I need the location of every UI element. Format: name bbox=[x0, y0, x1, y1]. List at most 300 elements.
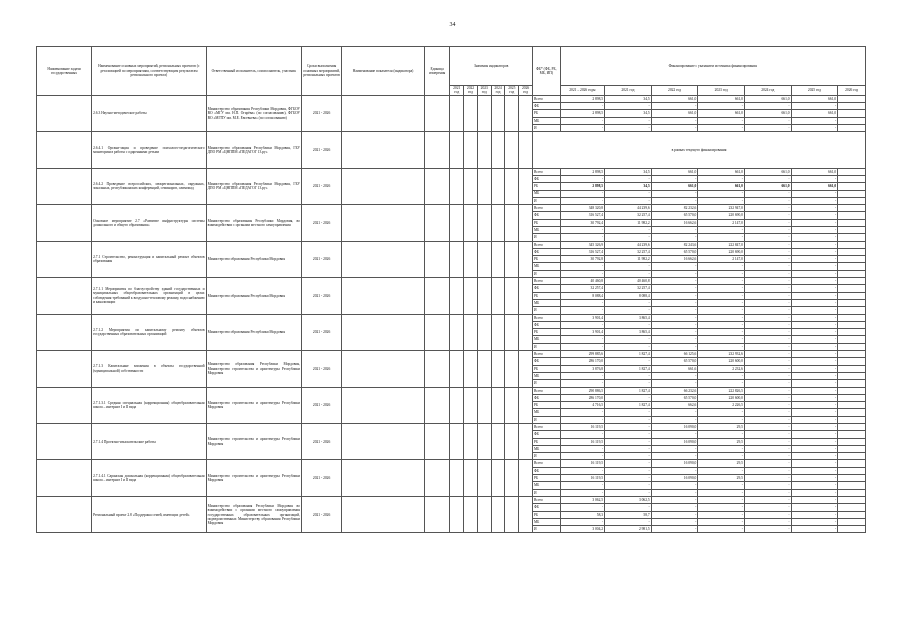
header-target-year: 2021 год bbox=[450, 86, 464, 96]
finance-value-cell: 8 088,4 bbox=[605, 292, 652, 299]
finance-value-cell: 661,0 bbox=[651, 168, 698, 175]
source-cell: РБ bbox=[533, 256, 561, 263]
finance-value-cell: - bbox=[605, 124, 652, 131]
finance-value-cell bbox=[838, 460, 866, 467]
target-value-cell bbox=[519, 424, 533, 460]
finance-value-cell bbox=[838, 402, 866, 409]
task-cell bbox=[37, 168, 92, 204]
finance-value-cell: - bbox=[791, 467, 838, 474]
finance-value-cell: - bbox=[744, 475, 791, 482]
event-cell: 2.6.4.2 Проведение всероссийских, межрегиональных, окружных, зональных, республиканских конференций, семинаров, олимпиад bbox=[92, 168, 206, 204]
task-cell bbox=[37, 387, 92, 423]
finance-value-cell bbox=[838, 445, 866, 452]
finance-value-cell: - bbox=[651, 263, 698, 270]
finance-value-cell: - bbox=[698, 321, 745, 328]
finance-value-cell: - bbox=[560, 197, 605, 204]
target-value-cell bbox=[505, 95, 519, 131]
header-finance-year: 2024 год bbox=[744, 86, 791, 96]
finance-value-cell: - bbox=[698, 124, 745, 131]
target-value-cell bbox=[505, 424, 519, 460]
finance-value-cell: - bbox=[605, 175, 652, 182]
unit-cell bbox=[424, 205, 449, 241]
finance-value-cell: 299 885,6 bbox=[560, 351, 605, 358]
finance-value-cell: 220 690,0 bbox=[698, 248, 745, 255]
source-cell: Всего bbox=[533, 351, 561, 358]
finance-value-cell: - bbox=[651, 453, 698, 460]
source-cell: РБ bbox=[533, 511, 561, 518]
source-cell: Всего bbox=[533, 241, 561, 248]
responsible-cell: Министерство образования Республики Мордовия во взаимодействии с органами местного самоуправления государственных образовательных организаций, подведомственных Министерству образования Республики Мордовия bbox=[206, 496, 301, 532]
target-value-cell bbox=[491, 424, 505, 460]
finance-value-cell: - bbox=[744, 394, 791, 401]
target-value-cell bbox=[505, 460, 519, 496]
finance-value-cell bbox=[838, 124, 866, 131]
source-cell: Всего bbox=[533, 205, 561, 212]
source-cell: ФБ bbox=[533, 102, 561, 109]
finance-value-cell: - bbox=[744, 438, 791, 445]
finance-value-cell: 16 090,0 bbox=[651, 438, 698, 445]
responsible-cell: Министерство строительства и архитектуры Республики Мордовия bbox=[206, 460, 301, 496]
period-cell: 2021 - 2026 bbox=[301, 95, 341, 131]
finance-value-cell bbox=[838, 394, 866, 401]
finance-value-cell: - bbox=[744, 226, 791, 233]
finance-value-cell: - bbox=[605, 226, 652, 233]
finance-value-cell bbox=[838, 102, 866, 109]
task-cell bbox=[37, 205, 92, 241]
finance-value-cell: 2 226,5 bbox=[698, 402, 745, 409]
finance-value-cell: - bbox=[791, 278, 838, 285]
source-cell: РБ bbox=[533, 475, 561, 482]
finance-value-cell: 32 257,4 bbox=[560, 285, 605, 292]
indicator-cell bbox=[342, 424, 425, 460]
finance-value-cell: 66 125,6 bbox=[651, 351, 698, 358]
source-cell: МБ bbox=[533, 226, 561, 233]
finance-value-cell: - bbox=[744, 526, 791, 533]
target-value-cell bbox=[505, 132, 519, 169]
finance-value-cell: 661,0 bbox=[791, 168, 838, 175]
finance-value-cell: - bbox=[744, 343, 791, 350]
unit-cell bbox=[424, 95, 449, 131]
target-value-cell bbox=[450, 387, 464, 423]
header-finance-year: 2025 год bbox=[791, 86, 838, 96]
finance-value-cell: - bbox=[651, 496, 698, 503]
finance-value-cell: - bbox=[791, 175, 838, 182]
source-cell: И bbox=[533, 343, 561, 350]
finance-value-cell: 348 320,8 bbox=[560, 205, 605, 212]
event-cell: 2.7.1.3 Капитальные вложения в объекты государственной (муниципальной) собственности bbox=[92, 351, 206, 387]
source-cell: РБ bbox=[533, 438, 561, 445]
finance-value-cell: - bbox=[744, 270, 791, 277]
source-cell: МБ bbox=[533, 299, 561, 306]
finance-value-cell: 16 090,0 bbox=[651, 424, 698, 431]
finance-value-cell bbox=[838, 496, 866, 503]
finance-value-cell: 16 662,6 bbox=[651, 256, 698, 263]
finance-value-cell: - bbox=[698, 307, 745, 314]
target-value-cell bbox=[464, 387, 478, 423]
finance-value-cell: - bbox=[605, 380, 652, 387]
header-target-year: 2023 год bbox=[477, 86, 491, 96]
finance-value-cell: - bbox=[791, 226, 838, 233]
source-cell: РБ bbox=[533, 183, 561, 190]
finance-value-cell: - bbox=[651, 314, 698, 321]
finance-value-cell: - bbox=[791, 285, 838, 292]
finance-value-cell bbox=[838, 175, 866, 182]
target-value-cell bbox=[519, 241, 533, 277]
finance-value-cell: - bbox=[791, 518, 838, 525]
finance-value-cell: - bbox=[791, 270, 838, 277]
finance-value-cell bbox=[838, 431, 866, 438]
source-cell: ФБ bbox=[533, 431, 561, 438]
finance-value-cell: 232 932,6 bbox=[698, 351, 745, 358]
finance-value-cell: 661,6 bbox=[651, 365, 698, 372]
finance-value-cell: 16 119,5 bbox=[560, 424, 605, 431]
finance-value-cell bbox=[838, 343, 866, 350]
finance-value-cell: 29,5 bbox=[698, 460, 745, 467]
source-cell: МБ bbox=[533, 117, 561, 124]
source-cell: И bbox=[533, 307, 561, 314]
finance-value-cell bbox=[838, 511, 866, 518]
finance-value-cell bbox=[838, 292, 866, 299]
finance-value-cell: - bbox=[560, 270, 605, 277]
finance-value-cell: - bbox=[744, 358, 791, 365]
finance-value-cell: - bbox=[605, 372, 652, 379]
finance-value-cell: 661,0 bbox=[651, 110, 698, 117]
finance-value-cell: 661,0 bbox=[744, 183, 791, 190]
source-cell: Всего bbox=[533, 387, 561, 394]
finance-value-cell bbox=[838, 489, 866, 496]
finance-value-cell: - bbox=[744, 431, 791, 438]
target-value-cell bbox=[464, 314, 478, 350]
finance-value-cell: - bbox=[698, 416, 745, 423]
target-value-cell bbox=[491, 168, 505, 204]
source-cell: МБ bbox=[533, 372, 561, 379]
event-cell: Основное мероприятие 2.7 «Развитие инфраструктуры системы дошкольного и общего образования» bbox=[92, 205, 206, 241]
finance-value-cell: - bbox=[791, 380, 838, 387]
indicator-cell bbox=[342, 132, 425, 169]
responsible-cell: Министерство образования Республики Мордовия bbox=[206, 241, 301, 277]
finance-value-cell bbox=[838, 314, 866, 321]
finance-value-cell: 16 090,0 bbox=[651, 475, 698, 482]
finance-value-cell: 82 232,6 bbox=[651, 205, 698, 212]
responsible-cell: Министерство образования Республики Мордовия, Министерство строительства и архитектуры Республики Мордовия bbox=[206, 351, 301, 387]
event-cell: 2.7.1.3.1 Средняя специальная (коррекционная) общеобразовательная школа – интернат I и II вида bbox=[92, 387, 206, 423]
finance-value-cell: - bbox=[791, 453, 838, 460]
finance-value-cell: 286 170,0 bbox=[560, 394, 605, 401]
target-value-cell bbox=[519, 496, 533, 532]
responsible-cell: Министерство строительства и архитектуры Республики Мордовия bbox=[206, 387, 301, 423]
finance-value-cell: - bbox=[791, 475, 838, 482]
period-cell: 2021 - 2026 bbox=[301, 496, 341, 532]
finance-value-cell bbox=[838, 424, 866, 431]
finance-value-cell: 661,0 bbox=[791, 183, 838, 190]
responsible-cell: Министерство образования Республики Мордовия bbox=[206, 278, 301, 314]
finance-value-cell: - bbox=[791, 263, 838, 270]
source-cell: МБ bbox=[533, 190, 561, 197]
unit-cell bbox=[424, 278, 449, 314]
finance-value-cell: - bbox=[560, 380, 605, 387]
header-task-name: Наименование задачи государственных bbox=[37, 47, 92, 96]
finance-value-cell: - bbox=[744, 467, 791, 474]
finance-value-cell: 1 827,4 bbox=[605, 351, 652, 358]
source-cell: И bbox=[533, 526, 561, 533]
period-cell: 2021 - 2026 bbox=[301, 278, 341, 314]
finance-value-cell: - bbox=[698, 270, 745, 277]
finance-value-cell: - bbox=[698, 117, 745, 124]
finance-value-cell: - bbox=[791, 372, 838, 379]
finance-value-cell: - bbox=[560, 504, 605, 511]
finance-value-cell: - bbox=[651, 321, 698, 328]
target-value-cell bbox=[505, 205, 519, 241]
finance-value-cell: - bbox=[605, 321, 652, 328]
finance-value-cell: - bbox=[560, 307, 605, 314]
finance-value-cell: 661,0 bbox=[744, 168, 791, 175]
period-cell: 2021 - 2026 bbox=[301, 314, 341, 350]
finance-value-cell bbox=[838, 263, 866, 270]
finance-value-cell: 2 232,6 bbox=[698, 365, 745, 372]
finance-value-cell: - bbox=[744, 256, 791, 263]
finance-value-cell bbox=[838, 351, 866, 358]
finance-value-cell: - bbox=[744, 285, 791, 292]
table-row bbox=[37, 351, 866, 358]
finance-value-cell: - bbox=[605, 394, 652, 401]
finance-value-cell: - bbox=[744, 460, 791, 467]
target-value-cell bbox=[464, 241, 478, 277]
finance-value-cell: - bbox=[698, 278, 745, 285]
source-cell: МБ bbox=[533, 482, 561, 489]
target-value-cell bbox=[505, 387, 519, 423]
finance-value-cell: 1 827,4 bbox=[605, 387, 652, 394]
finance-value-cell: - bbox=[605, 453, 652, 460]
table-row bbox=[37, 95, 866, 102]
finance-value-cell: - bbox=[698, 226, 745, 233]
finance-value-cell: - bbox=[651, 285, 698, 292]
finance-value-cell: - bbox=[744, 409, 791, 416]
finance-value-cell: - bbox=[560, 336, 605, 343]
finance-value-cell: 2 898,5 bbox=[560, 183, 605, 190]
finance-value-cell: - bbox=[605, 482, 652, 489]
finance-value-cell bbox=[838, 270, 866, 277]
finance-value-cell: - bbox=[560, 190, 605, 197]
header-indicator: Наименование показателя (индикатора) bbox=[342, 47, 425, 96]
finance-value-cell: - bbox=[605, 234, 652, 241]
unit-cell bbox=[424, 387, 449, 423]
target-value-cell bbox=[491, 132, 505, 169]
finance-value-cell: - bbox=[698, 504, 745, 511]
finance-value-cell: - bbox=[744, 212, 791, 219]
page-number: 34 bbox=[449, 22, 456, 28]
finance-value-cell: - bbox=[791, 358, 838, 365]
finance-value-cell: - bbox=[651, 307, 698, 314]
finance-value-cell bbox=[838, 336, 866, 343]
finance-value-cell bbox=[838, 219, 866, 226]
finance-value-cell: - bbox=[605, 475, 652, 482]
finance-value-cell: 2 898,5 bbox=[560, 168, 605, 175]
target-value-cell bbox=[464, 351, 478, 387]
target-value-cell bbox=[491, 205, 505, 241]
finance-value-cell: - bbox=[744, 489, 791, 496]
source-cell: МБ bbox=[533, 445, 561, 452]
finance-value-cell: 82 243,6 bbox=[651, 241, 698, 248]
finance-value-cell: - bbox=[791, 511, 838, 518]
finance-value-cell bbox=[838, 299, 866, 306]
finance-value-cell: - bbox=[651, 102, 698, 109]
finance-value-cell: 2 981,5 bbox=[605, 526, 652, 533]
finance-value-cell: - bbox=[560, 263, 605, 270]
finance-value-cell: - bbox=[698, 380, 745, 387]
finance-value-cell: 316 527,4 bbox=[560, 212, 605, 219]
finance-value-cell: 32 257,4 bbox=[605, 212, 652, 219]
task-cell bbox=[37, 314, 92, 350]
target-value-cell bbox=[464, 460, 478, 496]
period-cell: 2021 - 2026 bbox=[301, 241, 341, 277]
finance-value-cell: 661,0 bbox=[744, 95, 791, 102]
finance-value-cell bbox=[838, 365, 866, 372]
finance-value-cell: - bbox=[605, 336, 652, 343]
finance-value-cell: - bbox=[651, 380, 698, 387]
event-cell: 2.6.4.1 Органи-зация и проведение психолого-педагогического мониторинга работы с одаренными детьми bbox=[92, 132, 206, 169]
finance-value-cell: - bbox=[698, 372, 745, 379]
finance-value-cell: - bbox=[651, 190, 698, 197]
finance-value-cell: - bbox=[560, 343, 605, 350]
finance-value-cell: - bbox=[698, 526, 745, 533]
target-value-cell bbox=[477, 387, 491, 423]
target-value-cell bbox=[450, 278, 464, 314]
target-value-cell bbox=[505, 168, 519, 204]
finance-value-cell: - bbox=[698, 453, 745, 460]
finance-value-cell bbox=[838, 212, 866, 219]
task-cell bbox=[37, 460, 92, 496]
event-cell: 2.7.1 Строительство, реконструкция и капитальный ремонт объектов образования bbox=[92, 241, 206, 277]
period-cell: 2021 - 2026 bbox=[301, 351, 341, 387]
finance-value-cell: - bbox=[698, 489, 745, 496]
responsible-cell: Министерство образования Республики Мордовия, ГБУ ДПО РМ «ЦНППМ «ПЕДАГОГ 13.ру» bbox=[206, 132, 301, 169]
finance-value-cell: - bbox=[791, 307, 838, 314]
finance-value-cell: 34,5 bbox=[605, 183, 652, 190]
target-value-cell bbox=[464, 132, 478, 169]
finance-value-cell: - bbox=[605, 263, 652, 270]
header-unit: Единица измерения bbox=[424, 47, 449, 96]
target-value-cell bbox=[450, 460, 464, 496]
finance-value-cell: 40 460,8 bbox=[560, 278, 605, 285]
header-finance-year: 2023 год bbox=[698, 86, 745, 96]
finance-value-cell: - bbox=[698, 511, 745, 518]
table-row bbox=[37, 387, 866, 394]
source-cell: ФБ bbox=[533, 175, 561, 182]
finance-value-cell: - bbox=[791, 212, 838, 219]
finance-value-cell: - bbox=[744, 321, 791, 328]
finance-value-cell: 222 826,5 bbox=[698, 387, 745, 394]
finance-value-cell: 65 570,0 bbox=[651, 212, 698, 219]
finance-value-cell: - bbox=[791, 190, 838, 197]
target-value-cell bbox=[519, 278, 533, 314]
finance-value-cell: - bbox=[698, 431, 745, 438]
finance-value-cell: - bbox=[744, 299, 791, 306]
source-cell: РБ bbox=[533, 329, 561, 336]
event-cell: Региональный проект 2.8 «Поддержка семей, имеющих детей» bbox=[92, 496, 206, 532]
responsible-cell: Министерство образования Республики Мордовия, ФГБОУ ВО «МГУ им. Н.П. Огарёва» (по согласованию), ФГБОУ ВО «МГПУ им. М.Е. Евсевьева» (по согласованию) bbox=[206, 95, 301, 131]
finance-value-cell: 16 119,5 bbox=[560, 475, 605, 482]
finance-value-cell: 29,5 bbox=[698, 438, 745, 445]
finance-value-cell: - bbox=[698, 197, 745, 204]
finance-value-cell bbox=[838, 241, 866, 248]
finance-value-cell: 16 662,6 bbox=[651, 219, 698, 226]
finance-value-cell: - bbox=[744, 248, 791, 255]
finance-value-cell: - bbox=[744, 102, 791, 109]
finance-value-cell: - bbox=[744, 336, 791, 343]
target-value-cell bbox=[477, 278, 491, 314]
finance-value-cell: - bbox=[791, 460, 838, 467]
target-value-cell bbox=[477, 424, 491, 460]
finance-value-cell bbox=[838, 387, 866, 394]
table-row bbox=[37, 496, 866, 503]
finance-value-cell: - bbox=[744, 124, 791, 131]
header-finance-year: 2026 год bbox=[838, 86, 866, 96]
finance-value-cell: 2 898,5 bbox=[560, 110, 605, 117]
finance-value-cell bbox=[838, 110, 866, 117]
finance-value-cell: - bbox=[744, 205, 791, 212]
target-value-cell bbox=[519, 351, 533, 387]
finance-value-cell: - bbox=[605, 117, 652, 124]
finance-value-cell: 29,5 bbox=[698, 424, 745, 431]
event-cell: 2.7.1.1 Мероприятия по благоустройству зданий государственных и муниципальных общеобразовательных организаций в целях соблюдения требований к воздушно-тепловому режиму, водоснабжению и канализации bbox=[92, 278, 206, 314]
target-value-cell bbox=[491, 314, 505, 350]
finance-value-cell: - bbox=[605, 358, 652, 365]
finance-value-cell: - bbox=[560, 482, 605, 489]
finance-value-cell bbox=[838, 358, 866, 365]
target-value-cell bbox=[519, 205, 533, 241]
responsible-cell: Министерство образования Республики Мордовия, во взаимодействии с органами местного самоуправления bbox=[206, 205, 301, 241]
finance-value-cell: - bbox=[791, 329, 838, 336]
source-cell: И bbox=[533, 234, 561, 241]
finance-value-cell: - bbox=[698, 496, 745, 503]
header-finance-year: 2021 – 2026 годы bbox=[560, 86, 605, 96]
task-cell bbox=[37, 496, 92, 532]
source-cell: РБ bbox=[533, 219, 561, 226]
event-cell: 2.7.1.4 Проектно-изыскательские работы bbox=[92, 424, 206, 460]
finance-value-cell: 11 982,2 bbox=[605, 256, 652, 263]
source-cell: Всего bbox=[533, 496, 561, 503]
finance-value-cell: - bbox=[605, 504, 652, 511]
header-finance-year: 2022 год bbox=[651, 86, 698, 96]
target-value-cell bbox=[477, 205, 491, 241]
target-value-cell bbox=[491, 241, 505, 277]
finance-value-cell bbox=[838, 117, 866, 124]
finance-value-cell: - bbox=[791, 205, 838, 212]
finance-value-cell: - bbox=[744, 380, 791, 387]
source-cell: И bbox=[533, 416, 561, 423]
unit-cell bbox=[424, 132, 449, 169]
finance-value-cell: 30 792,8 bbox=[560, 256, 605, 263]
finance-value-cell: - bbox=[651, 329, 698, 336]
event-cell: 2.7.1.4.1 Саранская дошкольная (коррекционная) общеобразовательная школа – интернат I и II вида bbox=[92, 460, 206, 496]
finance-value-cell bbox=[838, 526, 866, 533]
finance-value-cell: - bbox=[605, 270, 652, 277]
finance-value-cell: 58,3 bbox=[560, 511, 605, 518]
finance-value-cell: 40 460,8 bbox=[605, 278, 652, 285]
finance-value-cell bbox=[838, 467, 866, 474]
finance-value-cell: - bbox=[744, 197, 791, 204]
finance-value-cell: - bbox=[605, 518, 652, 525]
finance-value-cell bbox=[838, 256, 866, 263]
finance-value-cell bbox=[838, 504, 866, 511]
finance-value-cell: 32 257,4 bbox=[605, 285, 652, 292]
finance-value-cell bbox=[838, 329, 866, 336]
finance-value-cell: - bbox=[560, 518, 605, 525]
finance-value-cell: 44 239,6 bbox=[605, 241, 652, 248]
unit-cell bbox=[424, 351, 449, 387]
finance-value-cell: - bbox=[560, 234, 605, 241]
finance-value-cell: - bbox=[744, 453, 791, 460]
